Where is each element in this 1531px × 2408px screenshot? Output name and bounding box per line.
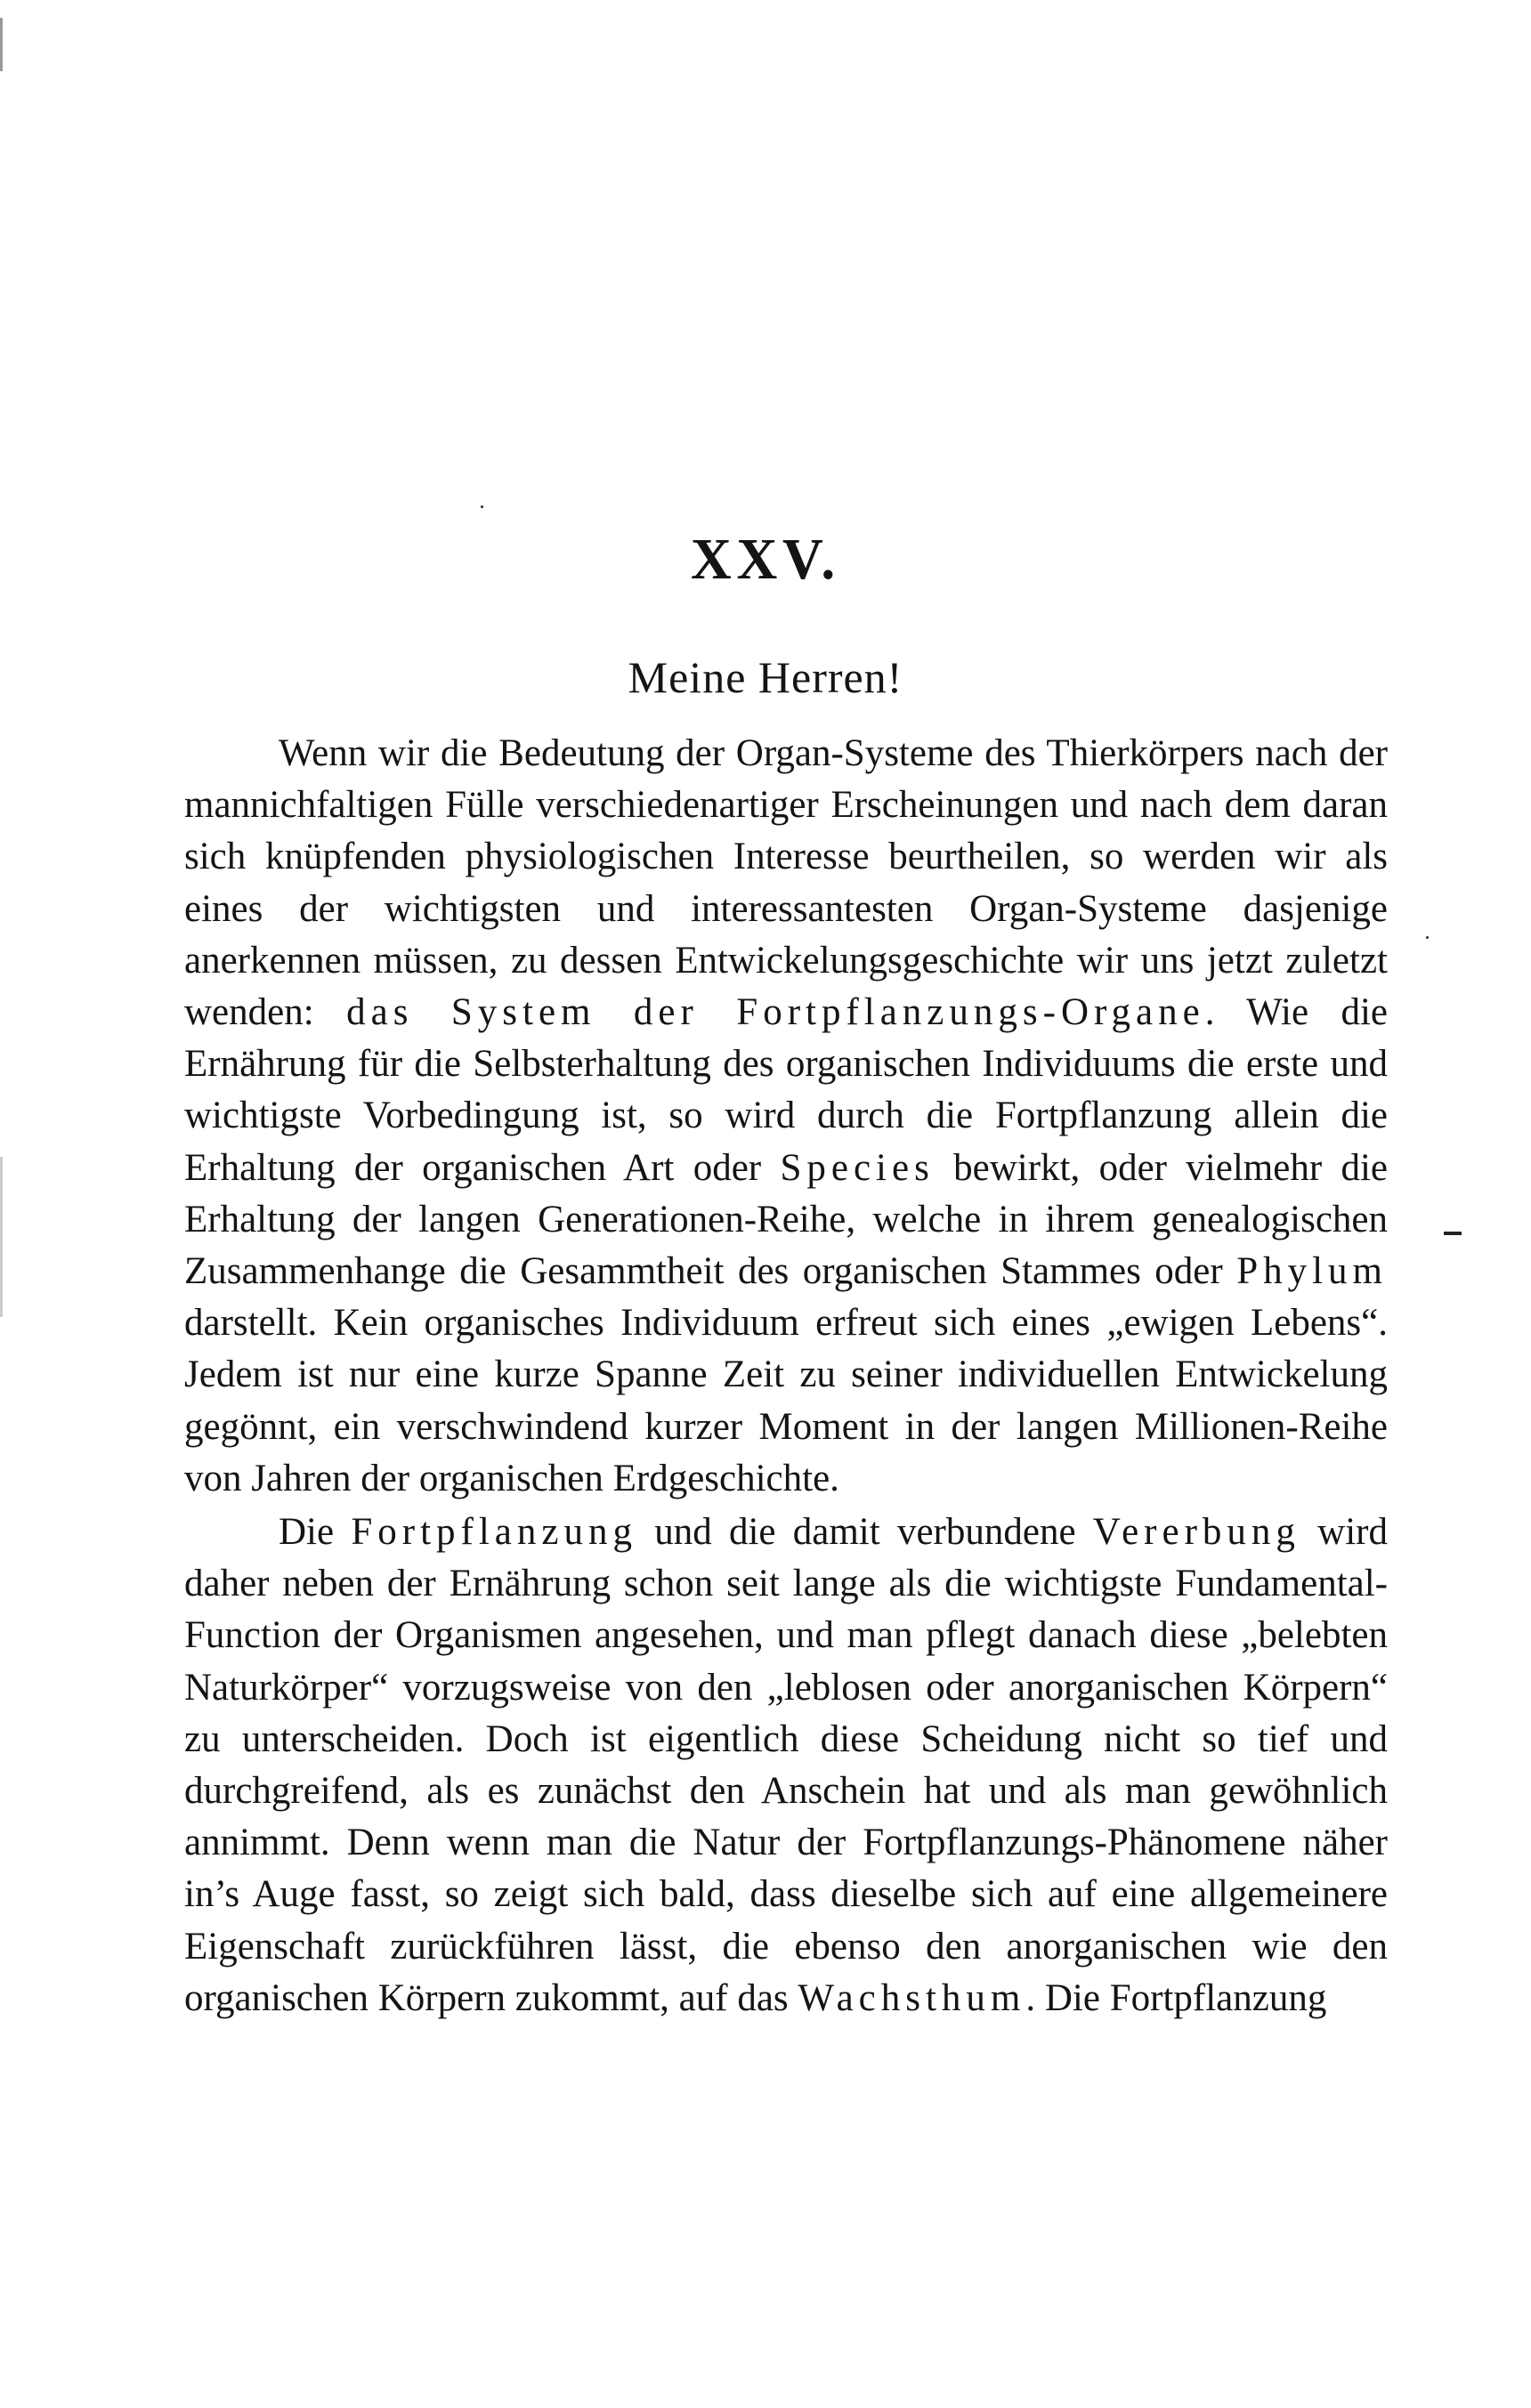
page-edge-mark [0,18,3,71]
margin-dash [1444,1232,1462,1235]
print-speck [481,505,483,508]
paragraph [184,728,1388,1505]
text-run: Wenn wir die Bedeutung der Organ-Systeme des Thierkörpers nach der mannichfaltigen Fülle verschiedenartiger Erscheinungen und nach dem daran sich knüpfenden physiologischen Interesse beurtheilen, so werden wir als eines der wichtigsten und interessantesten Organ-Systeme dasjenige anerkennen müssen, zu dessen Entwickelungsgeschichte wir uns jetzt zuletzt wenden: [184,732,1388,1034]
text-run: . Die Fortpflanzung [1025,1976,1327,2019]
text-run: . Wie die Ernährung für die Selbsterhaltung des organischen Individuums die erste und wichtigste Vorbedingung ist, so wird durch die Fortpflanzung allein die Erhaltung der organischen Art oder [184,991,1388,1189]
text-run: und die damit verbundene [636,1511,1093,1554]
emphasis-text: das System der Fortpflanzungs-Organe [346,991,1205,1034]
text-run: wird daher neben der Ernährung schon seit lange als die wichtigste Fundamental-Function der Organismen angesehen, und man pflegt danach diese „belebten Naturkörper“ vorzugsweise von den „leblosen oder anorganischen Körpern“ zu unterscheiden. Doch ist eigentlich diese Scheidung nicht so tief und durchgreifend, als es zunächst den Anschein hat und als man gewöhnlich annimmt. Denn wenn man die Natur der Fortpflanzungs-Phänomene näher in’s Auge fasst, so zeigt sich bald, dass dieselbe sich auf eine allgemeinere Eigenschaft zurückführen lässt, die ebenso den anorganischen wie den organischen Körpern zukommt, auf das [184,1511,1388,2019]
chapter-number: XXV. [691,527,840,592]
body-text [184,728,1388,2024]
paragraph [184,1507,1388,2024]
print-speck [1426,936,1429,939]
salutation: Meine Herren! [628,652,903,702]
text-run: bewirkt, oder vielmehr die Erhaltung der langen Generationen-Reihe, welche in ihrem genealogischen Zusammenhange die Gesammtheit des organischen Stammes oder [184,1146,1388,1293]
emphasis-text: Fortpflanzung [351,1511,637,1554]
emphasis-text: Wachsthum [798,1976,1026,2019]
emphasis-text: Species [780,1146,935,1189]
text-run: Die [279,1511,352,1554]
emphasis-text: Vererbung [1092,1511,1300,1554]
page-edge-mark [0,1157,3,1317]
text-run: darstellt. Kein organisches Individuum erfreut sich eines „ewigen Lebens“. Jedem ist nur eine kurze Spanne Zeit zu seiner individuellen Entwickelung gegönnt, ein verschwindend kurzer Moment in der langen Millionen-Reihe von Jahren der organischen Erdgeschichte. [184,1302,1388,1499]
emphasis-text: Phylum [1236,1250,1388,1293]
